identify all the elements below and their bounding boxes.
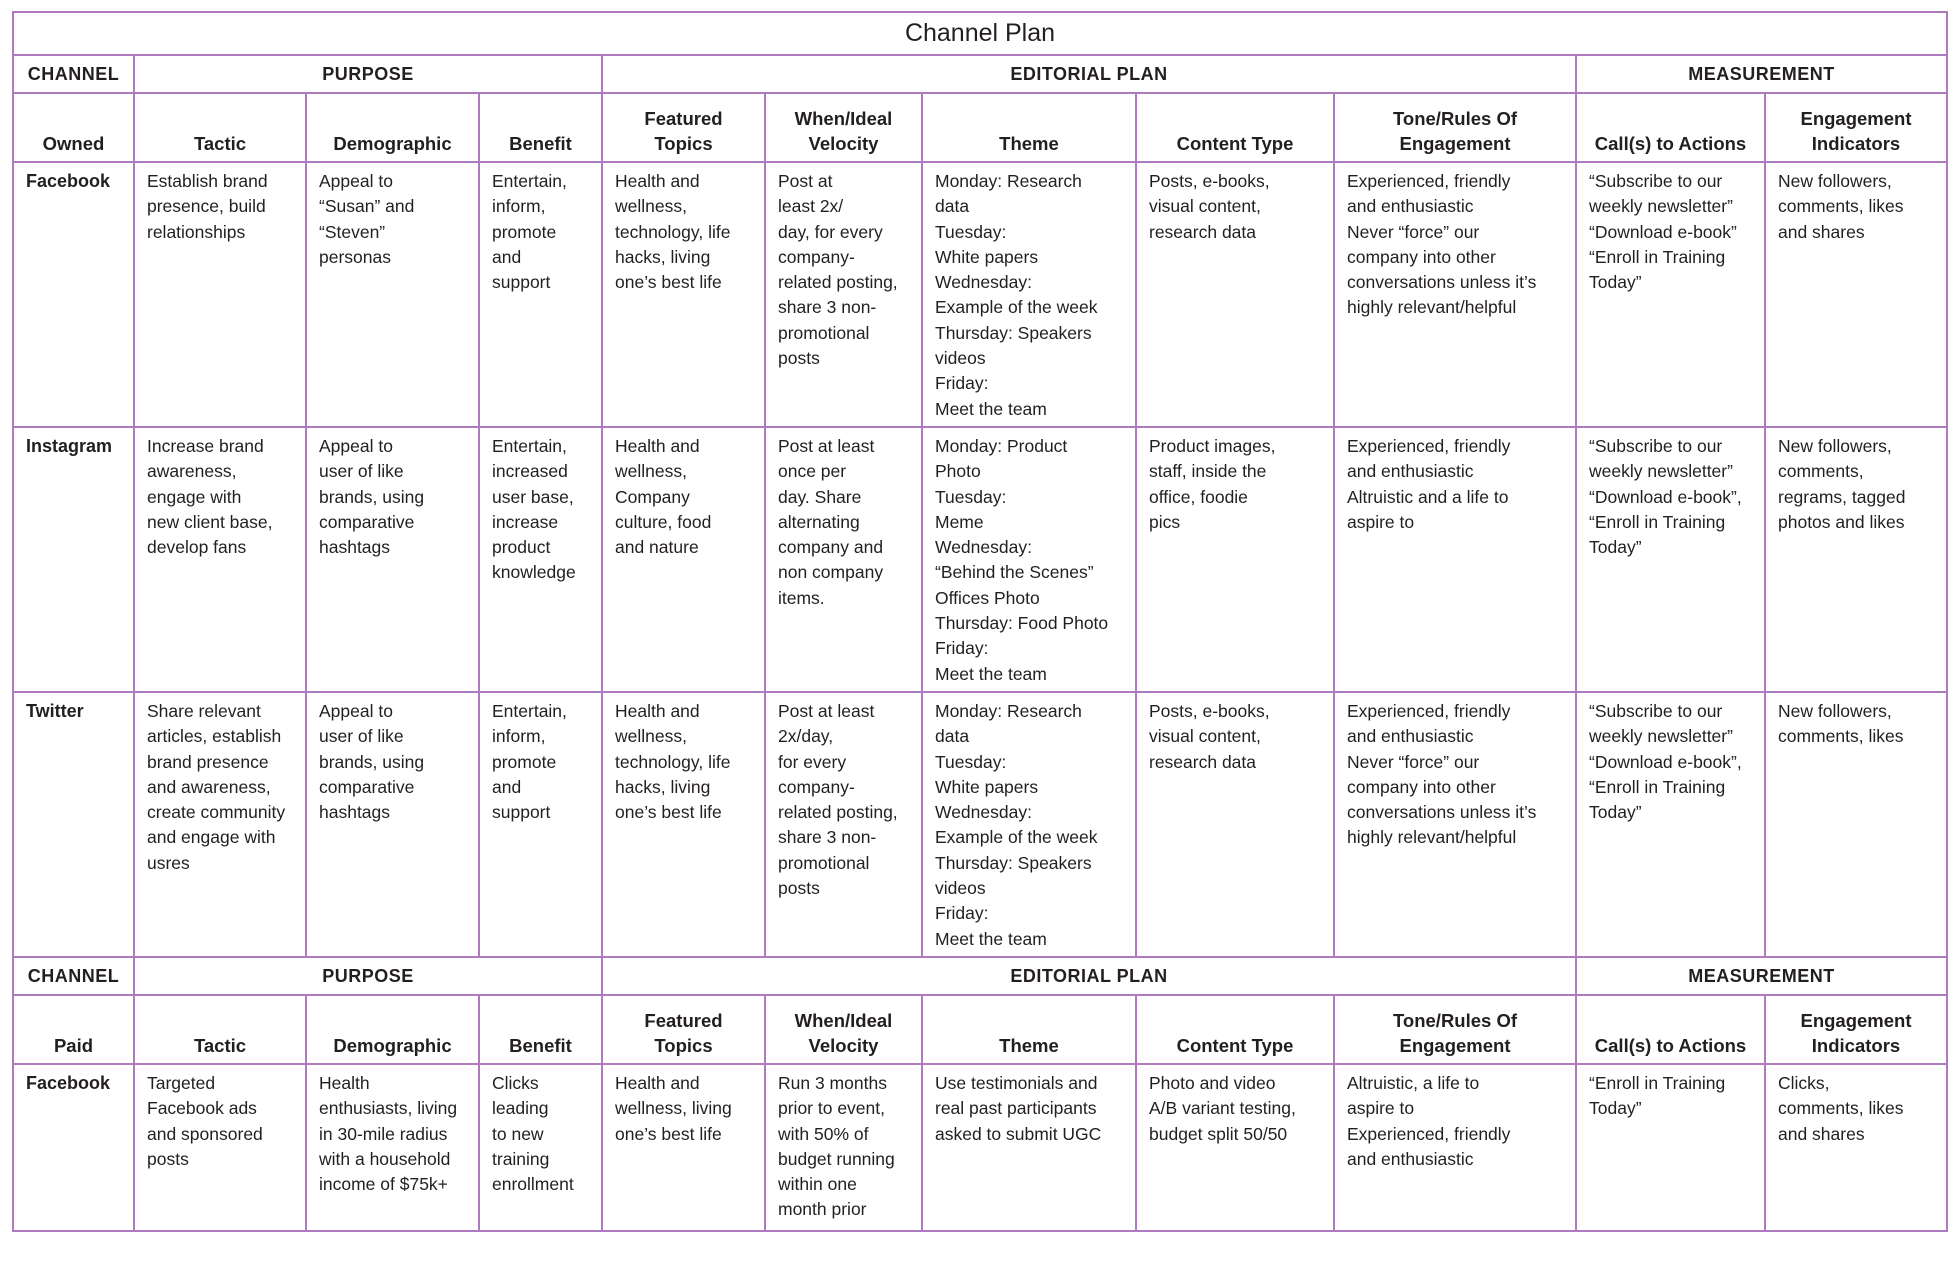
calls-to-action-cell: “Subscribe to our weekly newsletter” “Download e-book”, “Enroll in Training Today”: [1576, 692, 1765, 957]
engagement-indicators-cell: Clicks, comments, likes and shares: [1765, 1064, 1947, 1231]
content-type-header: Content Type: [1136, 995, 1334, 1064]
tactic-header: Tactic: [134, 93, 306, 162]
engagement-indicators-header: Engagement Indicators: [1765, 995, 1947, 1064]
channel-type-header: Owned: [13, 93, 134, 162]
engagement-indicators-cell: New followers, comments, likes and shares: [1765, 162, 1947, 427]
content-type-cell: Product images, staff, inside the office, foodie pics: [1136, 427, 1334, 692]
tone-rules-header: Tone/Rules Of Engagement: [1334, 995, 1576, 1064]
channel-type-cell: Instagram: [13, 427, 134, 692]
group-measurement-header: MEASUREMENT: [1576, 55, 1947, 93]
tone-rules-cell: Experienced, friendly and enthusiastic Never “force” our company into other conversations unless it’s highly relevant/helpful: [1334, 692, 1576, 957]
content-type-cell: Posts, e-books, visual content, research data: [1136, 162, 1334, 427]
theme-cell: Monday: Research data Tuesday: White papers Wednesday: Example of the week Thursday: Speakers videos Friday: Meet the team: [922, 692, 1136, 957]
group-editorial-plan-header: EDITORIAL PLAN: [602, 55, 1576, 93]
content-type-header: Content Type: [1136, 93, 1334, 162]
calls-to-action-header: Call(s) to Actions: [1576, 93, 1765, 162]
tactic-cell: Increase brand awareness, engage with new client base, develop fans: [134, 427, 306, 692]
featured-topics-cell: Health and wellness, technology, life hacks, living one’s best life: [602, 162, 765, 427]
tactic-header: Tactic: [134, 995, 306, 1064]
table-row: [13, 162, 1947, 427]
tone-rules-cell: Altruistic, a life to aspire to Experienced, friendly and enthusiastic: [1334, 1064, 1576, 1231]
ideal-velocity-cell: Post at least once per day. Share alternating company and non company items.: [765, 427, 922, 692]
benefit-header: Benefit: [479, 995, 602, 1064]
group-header-row: [13, 957, 1947, 995]
channel-plan-document: [12, 11, 1946, 1232]
calls-to-action-cell: “Subscribe to our weekly newsletter” “Download e-book” “Enroll in Training Today”: [1576, 162, 1765, 427]
theme-cell: Monday: Product Photo Tuesday: Meme Wednesday: “Behind the Scenes” Offices Photo Thursday: Food Photo Friday: Meet the team: [922, 427, 1136, 692]
demographic-header: Demographic: [306, 995, 479, 1064]
calls-to-action-header: Call(s) to Actions: [1576, 995, 1765, 1064]
featured-topics-header: Featured Topics: [602, 995, 765, 1064]
tactic-cell: Establish brand presence, build relationships: [134, 162, 306, 427]
theme-cell: Use testimonials and real past participants asked to submit UGC: [922, 1064, 1136, 1231]
demographic-cell: Appeal to user of like brands, using comparative hashtags: [306, 692, 479, 957]
ideal-velocity-header: When/Ideal Velocity: [765, 93, 922, 162]
ideal-velocity-cell: Post at least 2x/ day, for every company- related posting, share 3 non- promotional posts: [765, 162, 922, 427]
group-channel-header: CHANNEL: [13, 55, 134, 93]
channel-type-header: Paid: [13, 995, 134, 1064]
engagement-indicators-header: Engagement Indicators: [1765, 93, 1947, 162]
tone-rules-cell: Experienced, friendly and enthusiastic Never “force” our company into other conversations unless it’s highly relevant/helpful: [1334, 162, 1576, 427]
column-header-row: [13, 995, 1947, 1064]
tone-rules-cell: Experienced, friendly and enthusiastic Altruistic and a life to aspire to: [1334, 427, 1576, 692]
theme-cell: Monday: Research data Tuesday: White papers Wednesday: Example of the week Thursday: Speakers videos Friday: Meet the team: [922, 162, 1136, 427]
featured-topics-cell: Health and wellness, technology, life hacks, living one’s best life: [602, 692, 765, 957]
group-editorial-plan-header: EDITORIAL PLAN: [602, 957, 1576, 995]
table-row: [13, 427, 1947, 692]
group-channel-header: CHANNEL: [13, 957, 134, 995]
channel-plan-table: [12, 11, 1948, 1232]
demographic-cell: Health enthusiasts, living in 30-mile radius with a household income of $75k+: [306, 1064, 479, 1231]
channel-type-cell: Facebook: [13, 1064, 134, 1231]
calls-to-action-cell: “Subscribe to our weekly newsletter” “Download e-book”, “Enroll in Training Today”: [1576, 427, 1765, 692]
content-type-cell: Posts, e-books, visual content, research data: [1136, 692, 1334, 957]
group-purpose-header: PURPOSE: [134, 55, 602, 93]
benefit-header: Benefit: [479, 93, 602, 162]
featured-topics-cell: Health and wellness, Company culture, food and nature: [602, 427, 765, 692]
featured-topics-cell: Health and wellness, living one’s best life: [602, 1064, 765, 1231]
group-purpose-header: PURPOSE: [134, 957, 602, 995]
demographic-cell: Appeal to user of like brands, using comparative hashtags: [306, 427, 479, 692]
calls-to-action-cell: “Enroll in Training Today”: [1576, 1064, 1765, 1231]
benefit-cell: Entertain, inform, promote and support: [479, 162, 602, 427]
channel-type-cell: Twitter: [13, 692, 134, 957]
table-row: [13, 1064, 1947, 1231]
page-title: Channel Plan: [13, 12, 1947, 55]
tone-rules-header: Tone/Rules Of Engagement: [1334, 93, 1576, 162]
benefit-cell: Entertain, increased user base, increase product knowledge: [479, 427, 602, 692]
column-header-row: [13, 93, 1947, 162]
engagement-indicators-cell: New followers, comments, likes: [1765, 692, 1947, 957]
demographic-cell: Appeal to “Susan” and “Steven” personas: [306, 162, 479, 427]
ideal-velocity-cell: Post at least 2x/day, for every company- related posting, share 3 non- promotional posts: [765, 692, 922, 957]
benefit-cell: Entertain, inform, promote and support: [479, 692, 602, 957]
group-measurement-header: MEASUREMENT: [1576, 957, 1947, 995]
theme-header: Theme: [922, 93, 1136, 162]
demographic-header: Demographic: [306, 93, 479, 162]
benefit-cell: Clicks leading to new training enrollment: [479, 1064, 602, 1231]
group-header-row: [13, 55, 1947, 93]
engagement-indicators-cell: New followers, comments, regrams, tagged photos and likes: [1765, 427, 1947, 692]
featured-topics-header: Featured Topics: [602, 93, 765, 162]
ideal-velocity-header: When/Ideal Velocity: [765, 995, 922, 1064]
tactic-cell: Share relevant articles, establish brand presence and awareness, create community and engage with usres: [134, 692, 306, 957]
ideal-velocity-cell: Run 3 months prior to event, with 50% of budget running within one month prior: [765, 1064, 922, 1231]
tactic-cell: Targeted Facebook ads and sponsored posts: [134, 1064, 306, 1231]
table-row: [13, 692, 1947, 957]
theme-header: Theme: [922, 995, 1136, 1064]
content-type-cell: Photo and video A/B variant testing, budget split 50/50: [1136, 1064, 1334, 1231]
channel-type-cell: Facebook: [13, 162, 134, 427]
